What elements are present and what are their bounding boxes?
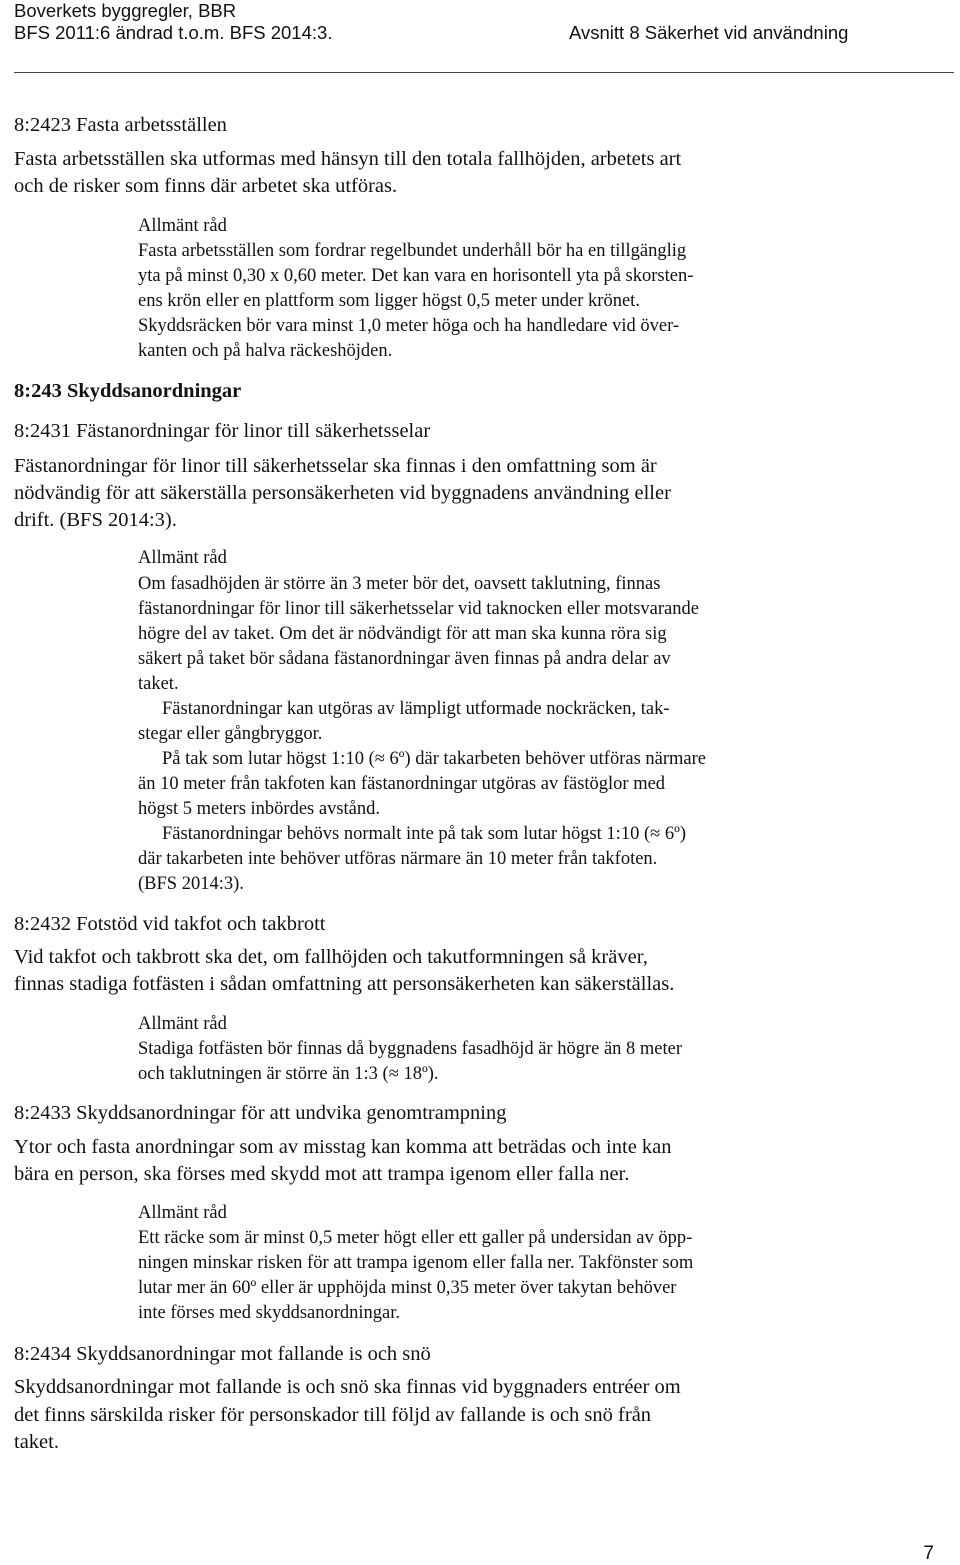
paragraph-line: taket. (14, 1431, 59, 1453)
advice-line: högre del av taket. Om det är nödvändigt för att man ska kunna röra sig (138, 624, 667, 644)
advice-line: ens krön eller en plattform som ligger högst 0,5 meter under krönet. (138, 291, 640, 311)
advice-line: kanten och på halva räckeshöjden. (138, 341, 393, 361)
advice-line: lutar mer än 60º eller är upphöjda minst 0,35 meter över takytan behöver (138, 1278, 677, 1298)
advice-label: Allmänt råd (138, 548, 227, 568)
header-divider (14, 72, 954, 73)
page-number: 7 (923, 1543, 934, 1564)
advice-line: Fasta arbetsställen som fordrar regelbundet underhåll bör ha en tillgänglig (138, 241, 687, 261)
advice-line: fästanordningar för linor till säkerhetsselar vid taknocken eller motsvarande (138, 599, 699, 619)
advice-line: där takarbeten inte behöver utföras närmare än 10 meter från takfoten. (138, 849, 658, 869)
advice-line: Fästanordningar behövs normalt inte på tak som lutar högst 1:10 (≈ 6º) (162, 824, 687, 844)
advice-line: Fästanordningar kan utgöras av lämpligt utformade nockräcken, tak- (162, 699, 670, 719)
section-heading-8-2431: 8:2431 Fästanordningar för linor till säkerhetsselar (14, 420, 431, 442)
paragraph-line: Fasta arbetsställen ska utformas med hänsyn till den totala fallhöjden, arbetets art (14, 148, 682, 170)
advice-label: Allmänt råd (138, 1014, 227, 1034)
advice-line: Skyddsräcken bör vara minst 1,0 meter höga och ha handledare vid över- (138, 316, 680, 336)
advice-label: Allmänt råd (138, 216, 227, 236)
advice-label: Allmänt råd (138, 1203, 227, 1223)
paragraph-line: drift. (BFS 2014:3). (14, 509, 177, 531)
paragraph-line: och de risker som finns där arbetet ska utföras. (14, 175, 398, 197)
section-heading-8-2423: 8:2423 Fasta arbetsställen (14, 114, 227, 136)
advice-line: inte förses med skyddsanordningar. (138, 1303, 401, 1323)
paragraph-line: finnas stadiga fotfästen i sådan omfattning att personsäkerheten kan säkerställas. (14, 973, 675, 995)
paragraph-line: Vid takfot och takbrott ska det, om fallhöjden och takutformningen så kräver, (14, 946, 648, 968)
section-heading-8-2434: 8:2434 Skyddsanordningar mot fallande is och snö (14, 1343, 431, 1365)
advice-line: stegar eller gångbryggor. (138, 724, 323, 744)
section-heading-8-2433: 8:2433 Skyddsanordningar för att undvika genomtrampning (14, 1102, 507, 1124)
advice-line: (BFS 2014:3). (138, 874, 244, 894)
advice-line: Om fasadhöjden är större än 3 meter bör det, oavsett taklutning, finnas (138, 574, 661, 594)
advice-line: än 10 meter från takfoten kan fästanordningar utgöras av fästöglor med (138, 774, 666, 794)
advice-line: Stadiga fotfästen bör finnas då byggnadens fasadhöjd är högre än 8 meter (138, 1039, 683, 1059)
paragraph-line: Fästanordningar för linor till säkerhetsselar ska finnas i den omfattning som är (14, 455, 657, 477)
advice-line: högst 5 meters inbördes avstånd. (138, 799, 380, 819)
advice-line: och taklutningen är större än 1:3 (≈ 18º). (138, 1064, 439, 1084)
paragraph-line: det finns särskilda risker för personskador till följd av fallande is och snö från (14, 1404, 652, 1426)
section-heading-8-2432: 8:2432 Fotstöd vid takfot och takbrott (14, 913, 326, 935)
paragraph-line: Ytor och fasta anordningar som av misstag kan komma att beträdas och inte kan (14, 1136, 672, 1158)
paragraph-line: bära en person, ska förses med skydd mot att trampa igenom eller falla ner. (14, 1163, 630, 1185)
advice-line: taket. (138, 674, 179, 694)
advice-line: yta på minst 0,30 x 0,60 meter. Det kan vara en horisontell yta på skorsten- (138, 266, 694, 286)
header-doc-title: Boverkets byggregler, BBR (14, 0, 237, 21)
advice-line: säkert på taket bör sådana fästanordningar även finnas på andra delar av (138, 649, 671, 669)
section-heading-8-243: 8:243 Skyddsanordningar (14, 380, 242, 402)
paragraph-line: nödvändig för att säkerställa personsäkerheten vid byggnadens användning eller (14, 482, 671, 504)
advice-line: ningen minskar risken för att trampa igenom eller falla ner. Takfönster som (138, 1253, 694, 1273)
advice-line: På tak som lutar högst 1:10 (≈ 6º) där takarbeten behöver utföras närmare (162, 749, 706, 769)
advice-line: Ett räcke som är minst 0,5 meter högt eller ett galler på undersidan av öpp- (138, 1228, 693, 1248)
header-doc-reference: BFS 2011:6 ändrad t.o.m. BFS 2014:3. (14, 22, 333, 43)
paragraph-line: Skyddsanordningar mot fallande is och snö ska finnas vid byggnaders entréer om (14, 1376, 681, 1398)
header-section-title: Avsnitt 8 Säkerhet vid användning (569, 22, 849, 43)
